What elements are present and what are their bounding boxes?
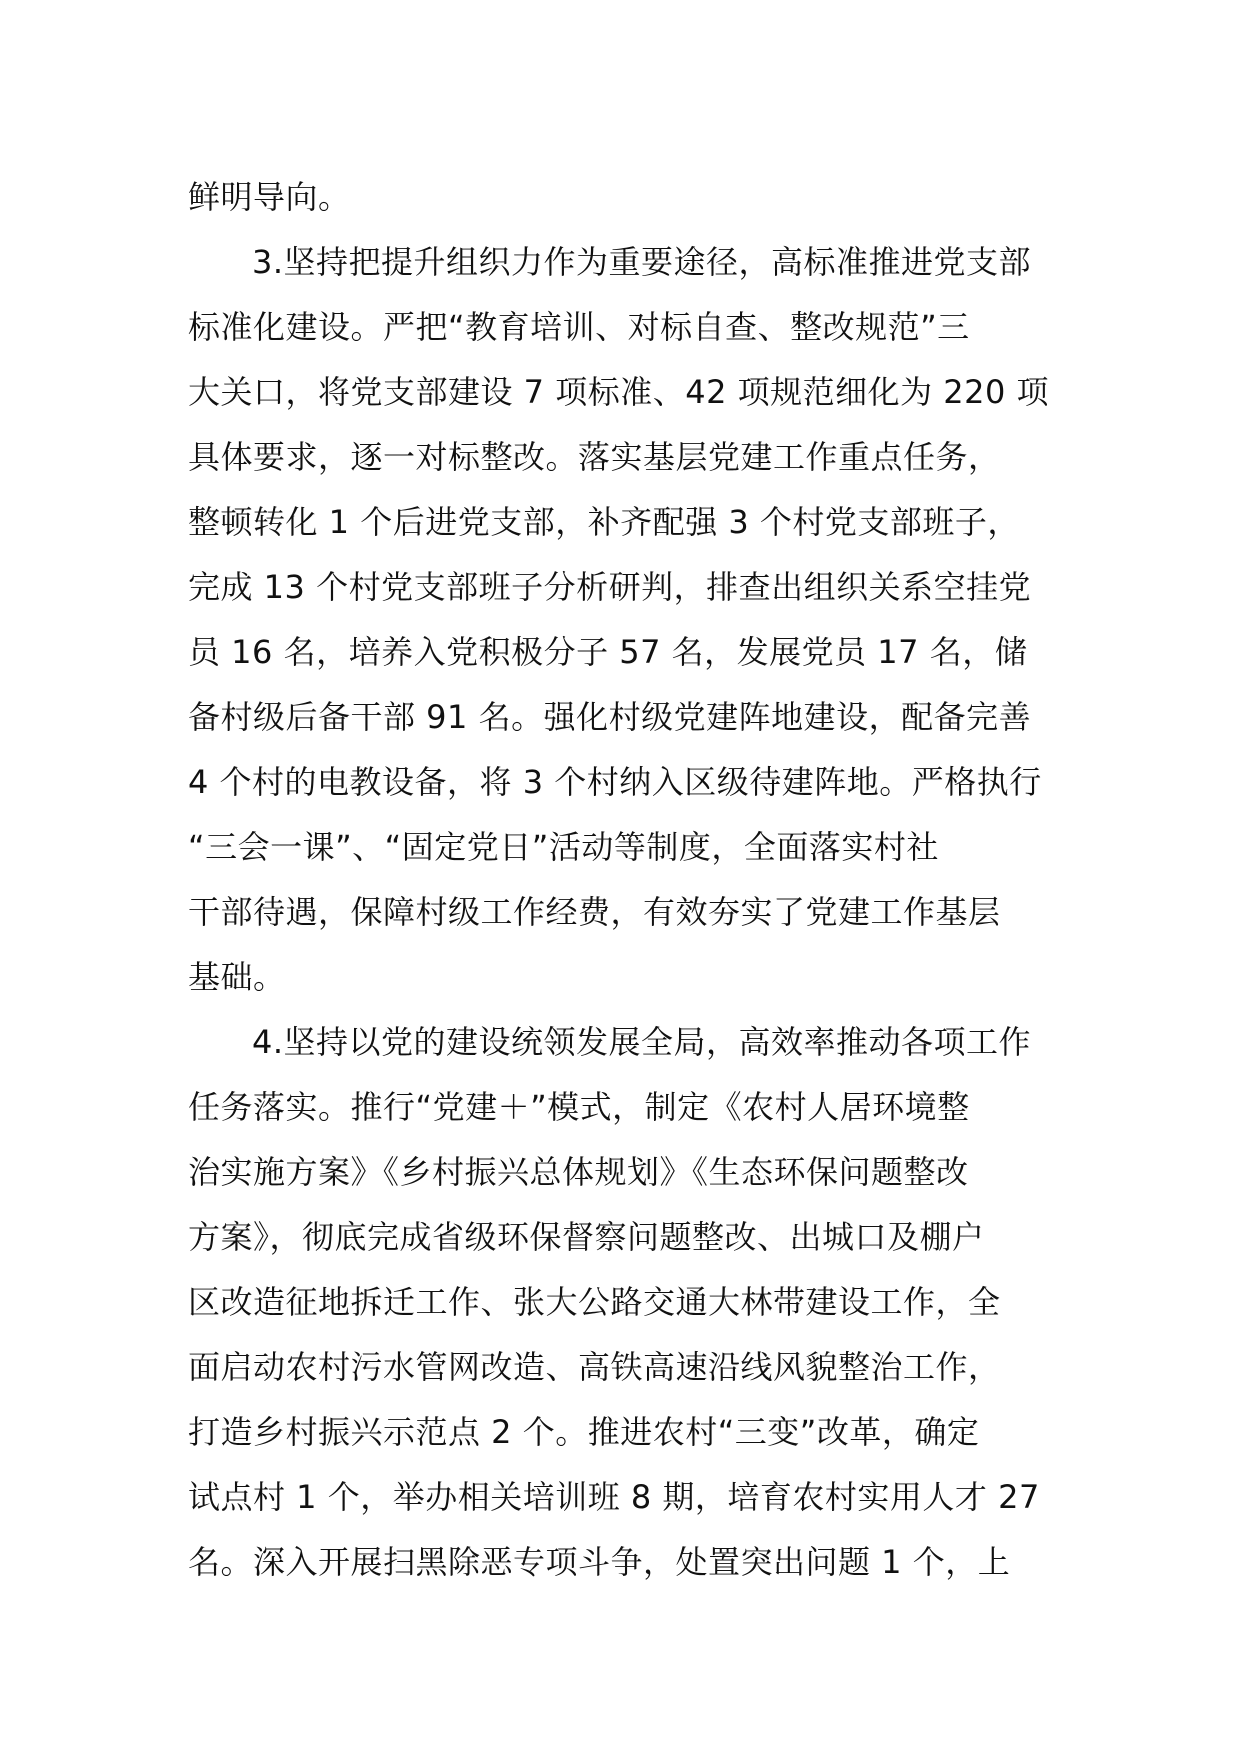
text-line: 任务落实。推行“党建＋”模式，制定《农村人居环境整	[188, 1088, 970, 1126]
text-line: 区改造征地拆迁工作、张大公路交通大林带建设工作，全	[188, 1283, 1001, 1321]
text-line: “三会一课”、“固定党日”活动等制度，全面落实村社	[188, 828, 939, 866]
text-line: 治实施方案》《乡村振兴总体规划》《生态环保问题整改	[188, 1153, 969, 1191]
text-line: 方案》，彻底完成省级环保督察问题整改、出城口及棚户	[188, 1218, 985, 1256]
body-text	[188, 165, 1056, 1595]
text-line: 面启动农村污水管网改造、高铁高速沿线风貌整治工作，	[188, 1348, 1001, 1386]
text-line: 试点村 1 个，举办相关培训班 8 期，培育农村实用人才 27	[188, 1478, 1040, 1516]
text-line: 干部待遇，保障村级工作经费，有效夯实了党建工作基层	[188, 893, 1001, 931]
text-line: 备村级后备干部 91 名。强化村级党建阵地建设，配备完善	[188, 698, 1032, 736]
text-line: 整顿转化 1 个后进党支部，补齐配强 3 个村党支部班子，	[188, 503, 1020, 541]
text-line: 基础。	[188, 958, 286, 996]
text-line: 名。深入开展扫黑除恶专项斗争，处置突出问题 1 个，上	[188, 1543, 1011, 1581]
text-line: 具体要求，逐一对标整改。落实基层党建工作重点任务，	[188, 438, 1001, 476]
text-line: 大关口，将党支部建设 7 项标准、42 项规范细化为 220 项	[188, 373, 1050, 411]
text-line: 员 16 名，培养入党积极分子 57 名，发展党员 17 名，储	[188, 633, 1028, 671]
text-line: 完成 13 个村党支部班子分析研判，排查出组织关系空挂党	[188, 568, 1032, 606]
paragraph-3-heading-line: 3.坚持把提升组织力作为重要途径，高标准推进党支部	[252, 243, 1032, 281]
text-line: 打造乡村振兴示范点 2 个。推进农村“三变”改革，确定	[188, 1413, 980, 1451]
text-line: 鲜明导向。	[188, 178, 351, 216]
paragraph-4-heading-line: 4.坚持以党的建设统领发展全局，高效率推动各项工作	[252, 1023, 1032, 1061]
text-line: 标准化建设。严把“教育培训、对标自查、整改规范”三	[188, 308, 970, 346]
text-line: 4 个村的电教设备，将 3 个村纳入区级待建阵地。严格执行	[188, 763, 1042, 801]
